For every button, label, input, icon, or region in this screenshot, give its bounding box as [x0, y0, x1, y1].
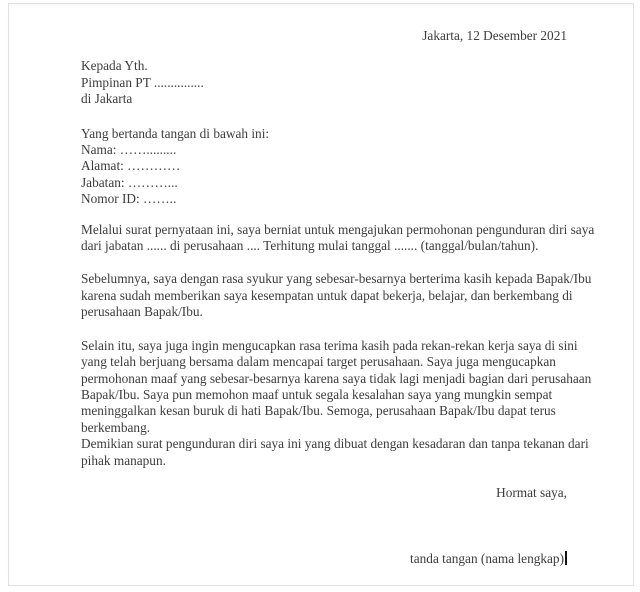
signature-line	[81, 551, 567, 567]
paragraph-opening	[81, 221, 595, 255]
closing-salutation: Hormat saya,	[496, 484, 567, 500]
identity-fields	[81, 142, 567, 208]
text-line: di Jakarta	[81, 91, 133, 107]
text-line: pihak manapun.	[81, 452, 166, 468]
text-line: dari jabatan ...... di perusahaan .... Terhitung mulai tanggal ....... (tanggal/bulan/tahun).	[81, 238, 539, 254]
text-line: berkembang.	[81, 419, 151, 435]
identity-block	[81, 126, 567, 208]
paragraph-apology	[81, 337, 592, 436]
paragraph-gratitude	[81, 271, 592, 320]
text-line: Alamat: …………	[81, 158, 181, 174]
text-cursor	[565, 551, 567, 565]
text-line: Bapak/Ibu. Saya pun memohon maaf untuk segala kesalahan saya yang mungkin sempat	[81, 386, 553, 402]
text-line: Pimpinan PT ...............	[81, 74, 204, 90]
text-line: Sebelumnya, saya dengan rasa syukur yang sebesar-besarnya berterima kasih kepada Bapak/Ibu	[81, 271, 592, 287]
text-line: Melalui surat pernyataan ini, saya berniat untuk mengajukan permohonan pengunduran diri saya	[81, 221, 595, 237]
paragraph-statement	[81, 436, 589, 469]
text-line: Demikian surat pengunduran diri saya ini yang dibuat dengan kesadaran dan tanpa tekanan dari	[81, 436, 589, 452]
identity-intro: Yang bertanda tangan di bawah ini:	[81, 125, 270, 141]
text-line: meninggalkan kesan buruk di hati Bapak/Ibu. Semoga, perusahaan Bapak/Ibu dapat terus	[81, 403, 556, 419]
text-line: perusahaan Bapak/Ibu.	[81, 304, 203, 320]
text-line: Jabatan: ………...	[81, 174, 178, 190]
text-line: yang telah berjuang bersama dalam mencapai target perusahaan. Saya juga mengucapkan	[81, 354, 556, 370]
signature-placeholder-text: tanda tangan (nama lengkap)	[410, 551, 564, 567]
letter-page[interactable]	[8, 3, 634, 586]
text-line: permohonan maaf yang sebesar-besarnya karena saya tidak lagi menjadi bagian dari perusahaan	[81, 370, 592, 386]
letter-content	[9, 4, 633, 568]
letter-date: Jakarta, 12 Desember 2021	[422, 28, 567, 43]
text-line: Nama: …….........	[81, 142, 177, 158]
text-line: karena sudah memberikan saya kesempatan untuk dapat bekerja, belajar, dan berkembang di	[81, 287, 573, 303]
text-line: Selain itu, saya juga ingin mengucapkan rasa terima kasih pada rekan-rekan kerja saya di sini	[81, 337, 578, 353]
text-line: Kepada Yth.	[81, 58, 148, 74]
text-line: Nomor ID: ……..	[81, 191, 177, 207]
recipient-block	[81, 58, 567, 107]
